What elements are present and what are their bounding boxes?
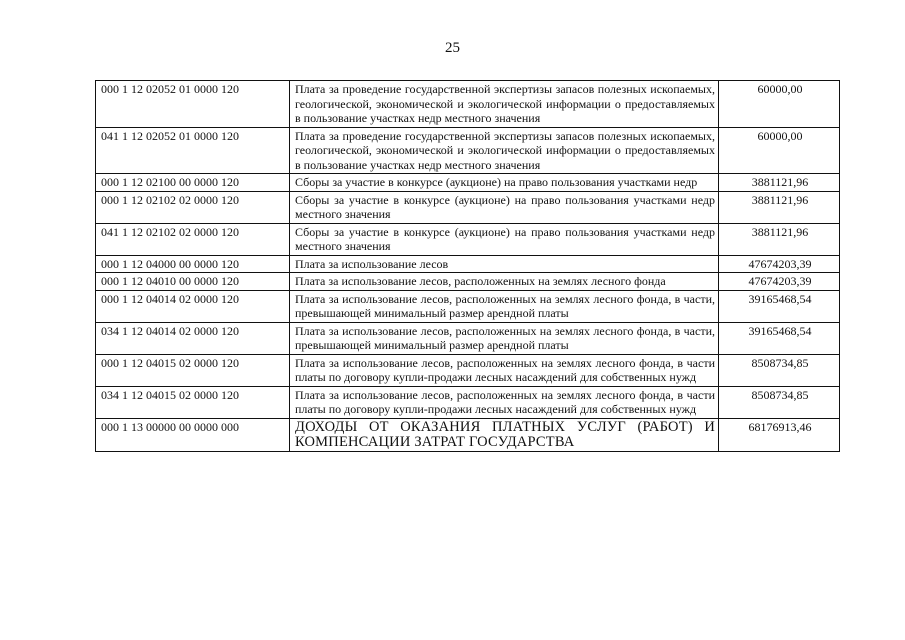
revenue-name-cell: Плата за использование лесов, расположенных на землях лесного фонда, в части, превышающей минимальный размер арендной платы (290, 290, 719, 322)
table-row (96, 418, 840, 451)
amount-cell: 47674203,39 (719, 273, 840, 291)
amount-cell: 8508734,85 (719, 386, 840, 418)
budget-code-cell: 000 1 12 04015 02 0000 120 (96, 354, 290, 386)
table-row (96, 174, 840, 192)
revenue-name-cell: Плата за использование лесов, расположенных на землях лесного фонда, в части, превышающей минимальный размер арендной платы (290, 322, 719, 354)
revenue-name-cell: Плата за использование лесов, расположенных на землях лесного фонда (290, 273, 719, 291)
budget-code-cell: 041 1 12 02102 02 0000 120 (96, 223, 290, 255)
amount-cell: 68176913,46 (719, 418, 840, 451)
table-row (96, 81, 840, 128)
amount-cell: 60000,00 (719, 127, 840, 174)
table-row (96, 386, 840, 418)
budget-code-cell: 000 1 12 04014 02 0000 120 (96, 290, 290, 322)
amount-cell: 60000,00 (719, 81, 840, 128)
amount-cell: 3881121,96 (719, 191, 840, 223)
amount-cell: 3881121,96 (719, 174, 840, 192)
revenue-name-cell: Сборы за участие в конкурсе (аукционе) на право пользования участками недр (290, 174, 719, 192)
budget-code-cell: 000 1 13 00000 00 0000 000 (96, 418, 290, 451)
revenue-table-body (96, 81, 840, 452)
budget-code-cell: 000 1 12 02052 01 0000 120 (96, 81, 290, 128)
budget-code-cell: 000 1 12 04000 00 0000 120 (96, 255, 290, 273)
page-number: 25 (445, 40, 460, 56)
table-row (96, 354, 840, 386)
table-row (96, 223, 840, 255)
amount-cell: 47674203,39 (719, 255, 840, 273)
revenue-name-cell: Плата за проведение государственной экспертизы запасов полезных ископаемых, геологической, экономической и экологической информации о предоставляемых в пользование участках недр местного значения (290, 127, 719, 174)
revenue-name-cell: ДОХОДЫ ОТ ОКАЗАНИЯ ПЛАТНЫХ УСЛУГ (РАБОТ) И КОМПЕНСАЦИИ ЗАТРАТ ГОСУДАРСТВА (290, 418, 719, 451)
table-row (96, 322, 840, 354)
amount-cell: 3881121,96 (719, 223, 840, 255)
revenue-name-cell: Сборы за участие в конкурсе (аукционе) на право пользования участками недр местного значения (290, 191, 719, 223)
budget-code-cell: 041 1 12 02052 01 0000 120 (96, 127, 290, 174)
budget-code-cell: 000 1 12 02102 02 0000 120 (96, 191, 290, 223)
budget-code-cell: 034 1 12 04015 02 0000 120 (96, 386, 290, 418)
table-row (96, 290, 840, 322)
budget-code-cell: 000 1 12 04010 00 0000 120 (96, 273, 290, 291)
amount-cell: 39165468,54 (719, 322, 840, 354)
table-row (96, 127, 840, 174)
revenue-name-cell: Сборы за участие в конкурсе (аукционе) на право пользования участками недр местного значения (290, 223, 719, 255)
revenue-name-cell: Плата за проведение государственной экспертизы запасов полезных ископаемых, геологической, экономической и экологической информации о предоставляемых в пользование участках недр местного значения (290, 81, 719, 128)
revenue-table (95, 80, 840, 452)
revenue-name-cell: Плата за использование лесов (290, 255, 719, 273)
table-row (96, 191, 840, 223)
table-row (96, 273, 840, 291)
budget-code-cell: 034 1 12 04014 02 0000 120 (96, 322, 290, 354)
budget-code-cell: 000 1 12 02100 00 0000 120 (96, 174, 290, 192)
revenue-name-cell: Плата за использование лесов, расположенных на землях лесного фонда, в части платы по договору купли-продажи лесных насаждений для собственных нужд (290, 386, 719, 418)
amount-cell: 8508734,85 (719, 354, 840, 386)
revenue-name-cell: Плата за использование лесов, расположенных на землях лесного фонда, в части платы по договору купли-продажи лесных насаждений для собственных нужд (290, 354, 719, 386)
amount-cell: 39165468,54 (719, 290, 840, 322)
table-row (96, 255, 840, 273)
